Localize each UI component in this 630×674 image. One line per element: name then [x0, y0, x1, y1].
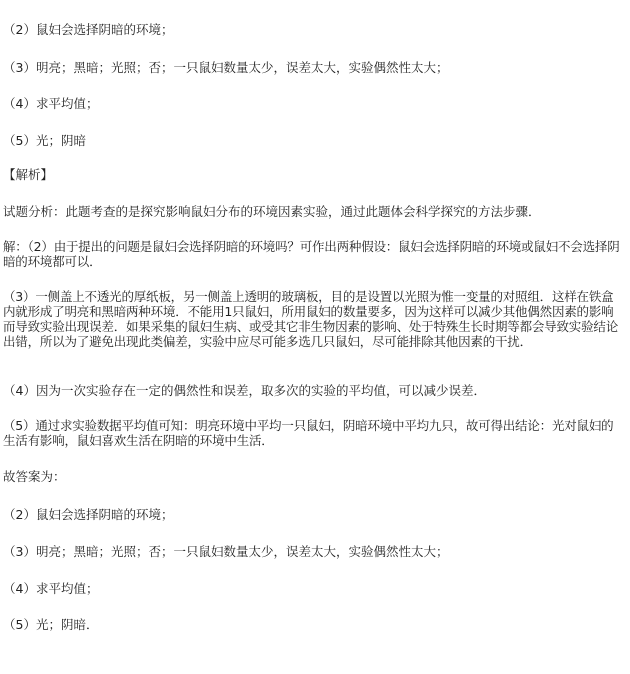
analysis-paragraph-2: 解：（2）由于提出的问题是鼠妇会选择阴暗的环境吗？可作出两种假设：鼠妇会选择阴暗的环境或鼠妇不会选择阴暗的环境都可以． — [3, 239, 620, 269]
analysis-paragraph-5: （5）通过求实验数据平均值可知：明亮环境中平均一只鼠妇，阴暗环境中平均九只，故可得出结论：光对鼠妇的生活有影响，鼠妇喜欢生活在阴暗的环境中生活． — [3, 418, 614, 448]
analysis-summary: 试题分析：此题考查的是探究影响鼠妇分布的环境因素实验，通过此题体会科学探究的方法步骤． — [3, 204, 541, 219]
final-answer-item-5: （5）光；阴暗． — [3, 617, 99, 632]
analysis-paragraph-4: （4）因为一次实验存在一定的偶然性和误差，取多次的实验的平均值，可以减少误差． — [3, 383, 486, 398]
final-answer-item-2: （2）鼠妇会选择阴暗的环境； — [3, 507, 174, 522]
answer-item-3: （3）明亮；黑暗；光照；否；一只鼠妇数量太少，误差太大，实验偶然性太大； — [3, 60, 449, 75]
answer-item-5: （5）光；阴暗 — [3, 133, 86, 148]
analysis-paragraph-3: （3）一侧盖上不透光的厚纸板，另一侧盖上透明的玻璃板，目的是设置以光照为惟一变量的对照组．这样在铁盒内就形成了明亮和黑暗两种环境．不能用1只鼠妇，所用鼠妇的数量要多，因为这样可以减少其他偶然因素的影响而导致实验出现误差．如果采集的鼠妇生病、或受其它非生物因素的影响、处于特殊生长时期等都会导致实验结论出错，所以为了避免出现此类偏差，实验中应尽可能多选几只鼠妇，尽可能排除其他因素的干扰． — [3, 289, 619, 349]
answer-item-4: （4）求平均值； — [3, 96, 99, 111]
final-answer-item-4: （4）求平均值； — [3, 581, 99, 596]
analysis-heading: 【解析】 — [3, 167, 54, 182]
final-answer-item-3: （3）明亮；黑暗；光照；否；一只鼠妇数量太少，误差太大，实验偶然性太大； — [3, 544, 449, 559]
final-answer-label: 故答案为： — [3, 469, 66, 484]
answer-item-2: （2）鼠妇会选择阴暗的环境； — [3, 22, 174, 37]
